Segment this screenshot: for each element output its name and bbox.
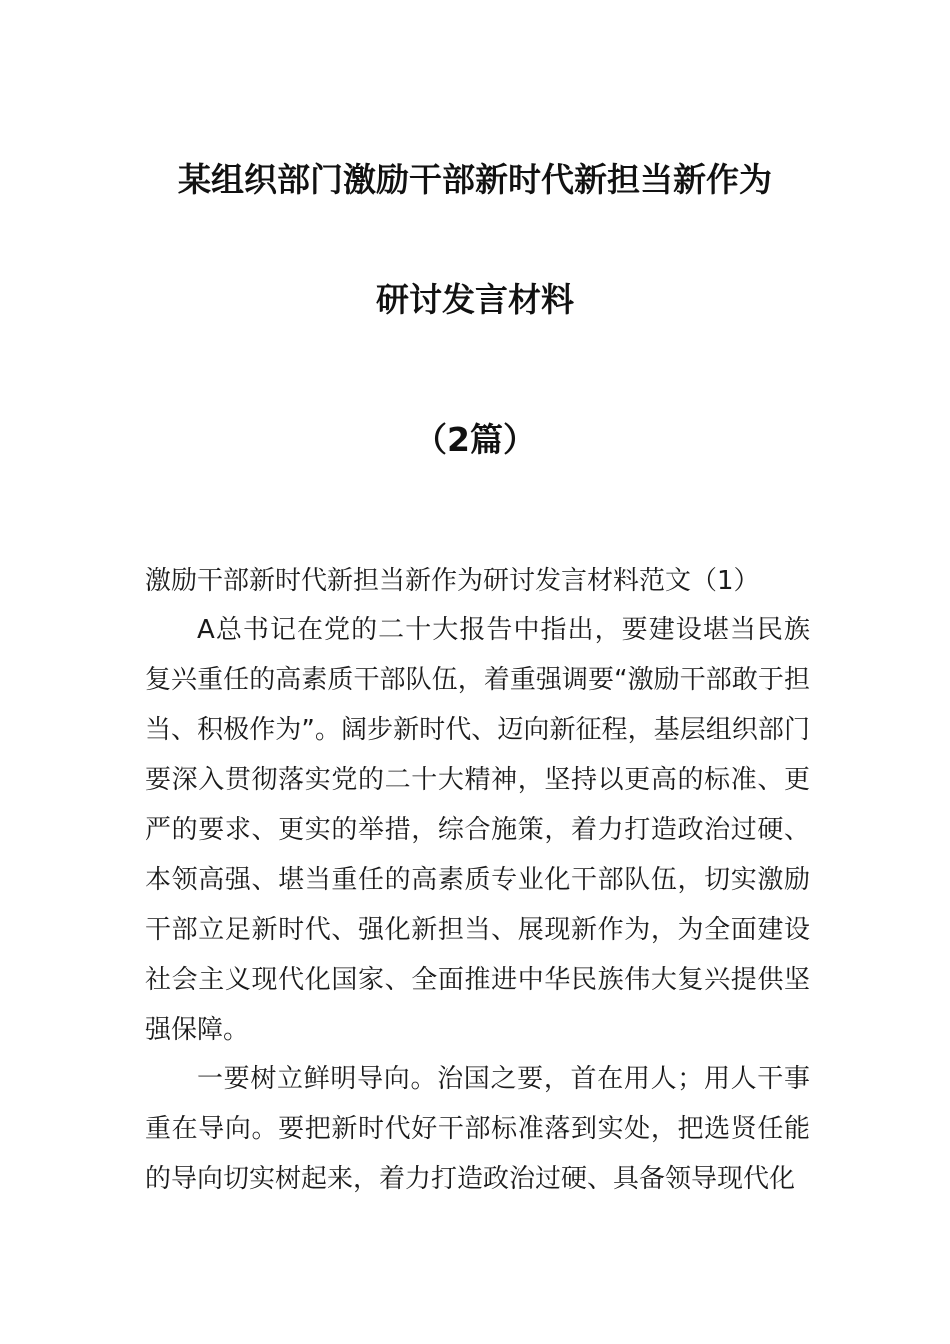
paragraph: A总书记在党的二十大报告中指出，要建设堪当民族复兴重任的高素质干部队伍，着重强调要“激励干部敢于担当、积极作为”。阔步新时代、迈向新征程，基层组织部门要深入贯彻落实党的二十大精神，坚持以更高的标准、更严的要求、更实的举措，综合施策，着力打造政治过硬、本领高强、堪当重任的高素质专业化干部队伍，切实激励干部立足新时代、强化新担当、展现新作为，为全面建设社会主义现代化国家、全面推进中华民族伟大复兴提供坚强保障。 [145,615,810,1045]
paragraph-block-1 [145,605,810,1055]
document-title-count: （2篇） [414,420,536,459]
section-subtitle: 激励干部新时代新担当新作为研讨发言材料范文（1） [145,566,760,596]
document-title-line-2: 研讨发言材料 [376,280,574,319]
paragraph-block-2 [145,1054,810,1204]
paragraph: 一要树立鲜明导向。治国之要，首在用人；用人干事重在导向。要把新时代好干部标准落到实处，把选贤任能的导向切实树起来，着力打造政治过硬、具备领导现代化 [145,1064,810,1194]
document-title-line-1: 某组织部门激励干部新时代新担当新作为 [178,160,772,199]
